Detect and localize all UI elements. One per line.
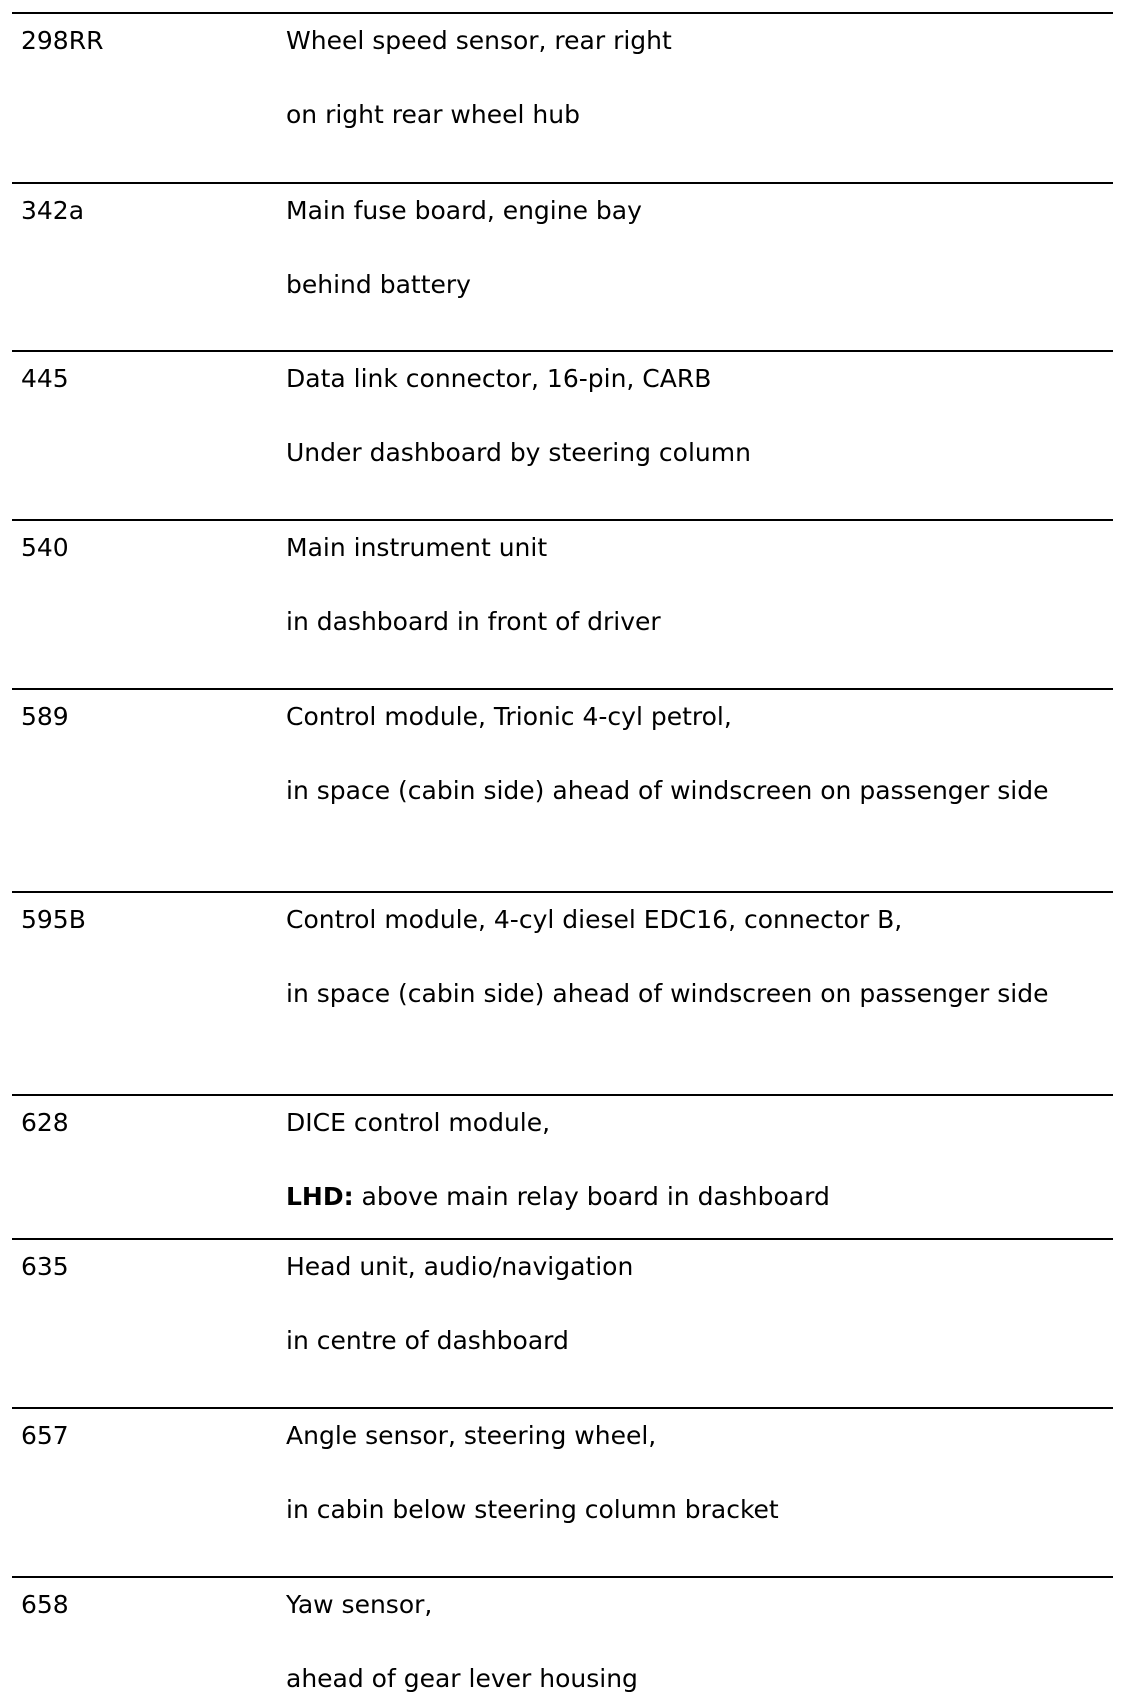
component-code: 589 [21, 702, 69, 731]
component-code: 595B [21, 905, 86, 934]
table-row [12, 1096, 1113, 1240]
component-description-cell [286, 1250, 1086, 1358]
component-code: 628 [21, 1108, 69, 1137]
component-description-cell [286, 1106, 1086, 1214]
table-row [12, 690, 1113, 893]
component-description: Data link connector, 16-pin, CARB [286, 364, 712, 393]
component-location: on right rear wheel hub [286, 100, 580, 129]
component-location: ahead of gear lever housing [286, 1664, 638, 1693]
component-description-cell [286, 903, 1086, 1011]
component-location-line [286, 1180, 1086, 1214]
component-description-cell [286, 362, 1086, 470]
component-code: 540 [21, 533, 69, 562]
component-location: in space (cabin side) ahead of windscreen on passenger side [286, 979, 1049, 1008]
component-description: Angle sensor, steering wheel, [286, 1421, 657, 1450]
component-code: 445 [21, 364, 69, 393]
component-description: Main fuse board, engine bay [286, 196, 642, 225]
component-location: in cabin below steering column bracket [286, 1495, 779, 1524]
component-description: Control module, 4-cyl diesel EDC16, connector B, [286, 905, 903, 934]
table-row [12, 521, 1113, 690]
component-description-cell [286, 24, 1086, 132]
location-prefix: LHD: [286, 1182, 354, 1211]
component-description-cell [286, 1588, 1086, 1696]
table-row-last [12, 1578, 1113, 1693]
component-code: 342a [21, 196, 85, 225]
component-location: in space (cabin side) ahead of windscreen on passenger side [286, 776, 1049, 805]
table-row [12, 14, 1113, 184]
table-row [12, 1409, 1113, 1578]
component-description: Main instrument unit [286, 533, 548, 562]
component-location: behind battery [286, 270, 471, 299]
component-description: Head unit, audio/navigation [286, 1252, 634, 1281]
component-location: Under dashboard by steering column [286, 438, 751, 467]
table-row [12, 352, 1113, 521]
component-code: 635 [21, 1252, 69, 1281]
component-description-cell [286, 531, 1086, 639]
component-code: 298RR [21, 26, 104, 55]
component-description: DICE control module, [286, 1108, 551, 1137]
component-location: in dashboard in front of driver [286, 607, 661, 636]
component-description: Wheel speed sensor, rear right [286, 26, 672, 55]
component-description: Yaw sensor, [286, 1590, 433, 1619]
table-row [12, 893, 1113, 1096]
component-location: in centre of dashboard [286, 1326, 569, 1355]
component-description: Control module, Trionic 4-cyl petrol, [286, 702, 732, 731]
component-location: above main relay board in dashboard [353, 1182, 830, 1211]
component-description-cell [286, 700, 1086, 808]
table-row [12, 184, 1113, 352]
component-code: 657 [21, 1421, 69, 1450]
table-row [12, 1240, 1113, 1409]
component-code: 658 [21, 1590, 69, 1619]
component-location-table [12, 12, 1113, 1693]
component-description-cell [286, 1419, 1086, 1527]
component-description-cell [286, 194, 1086, 302]
